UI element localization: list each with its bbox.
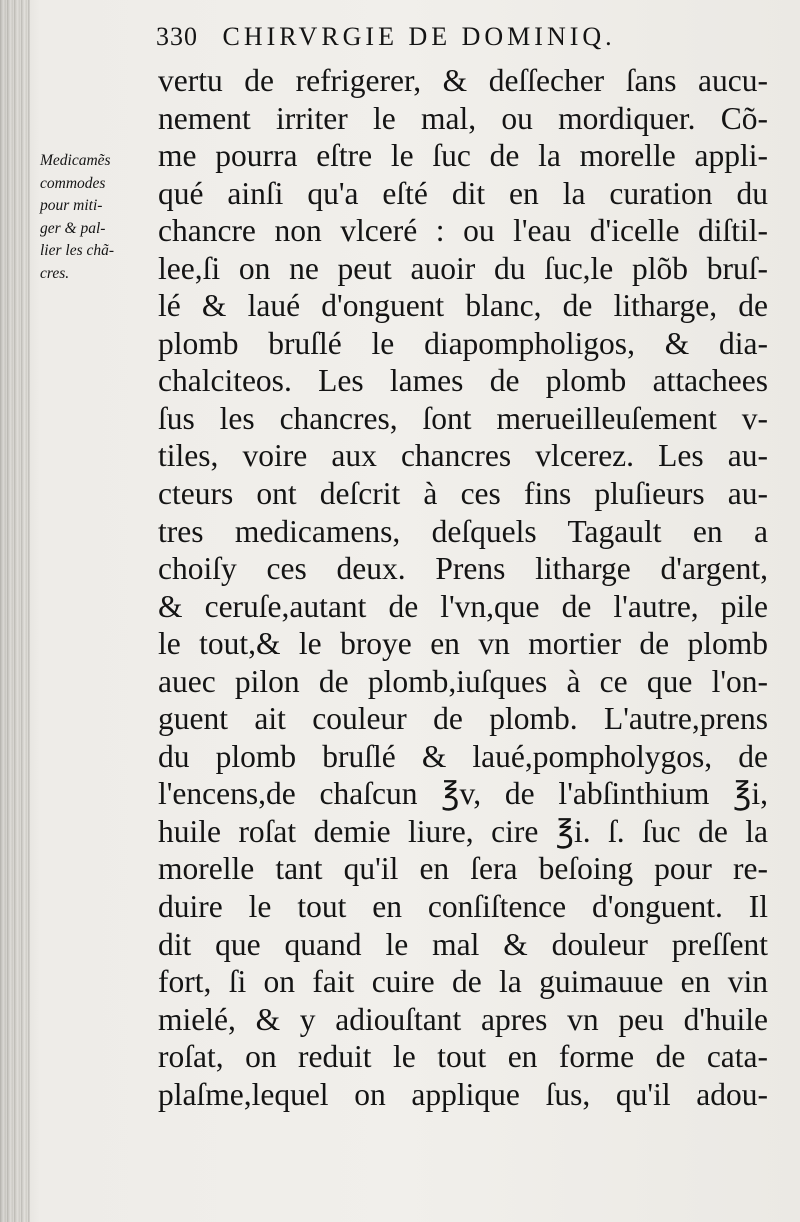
text-line: du plomb bruſlé & laué,pompholygos, de: [158, 738, 768, 774]
text-line: plaſme,lequel on applique ſus, qu'il adou-: [158, 1076, 768, 1112]
text-line: ſus les chancres, ſont merueilleuſement v-: [158, 400, 768, 436]
margin-line: Medicamẽs: [40, 152, 111, 169]
text-line: tiles, voire aux chancres vlcerez. Les au-: [158, 438, 768, 474]
text-line: nement irriter le mal, ou mordiquer. Cõ-: [158, 100, 768, 136]
text-line: huile roſat demie liure, cire ℥i. ſ. ſuc de la: [158, 813, 768, 849]
text-line: qué ainſi qu'a eſté dit en la curation du: [158, 175, 768, 211]
running-title: CHIRVRGIE DE DOMINIQ.: [222, 22, 616, 51]
text-line: & ceruſe,autant de l'vn,que de l'autre, pile: [158, 588, 768, 624]
main-text-block: [158, 62, 768, 1113]
text-line: roſat, on reduit le tout en forme de cata-: [158, 1039, 768, 1075]
page-gutter: [0, 0, 30, 1222]
margin-line: lier les chã-: [40, 242, 115, 259]
text-line: chancre non vlceré : ou l'eau d'icelle diſtil-: [158, 213, 768, 249]
text-line: l'encens,de chaſcun ℥v, de l'abſinthium ℥i,: [158, 776, 768, 812]
text-line: plomb bruſlé le diapompholigos, & dia-: [158, 325, 768, 361]
text-line: lé & laué d'onguent blanc, de litharge, de: [158, 288, 768, 324]
margin-line: ger & pal-: [40, 219, 106, 237]
text-line: chalciteos. Les lames de plomb attachees: [158, 363, 768, 399]
text-line: choiſy ces deux. Prens litharge d'argent,: [158, 551, 768, 587]
margin-line: commodes: [40, 174, 106, 192]
text-line: fort, ſi on fait cuire de la guimauue en vin: [158, 964, 768, 1000]
text-line: lee,ſi on ne peut auoir du ſuc,le plõb bruſ-: [158, 250, 768, 286]
text-line: guent ait couleur de plomb. L'autre,prens: [158, 701, 768, 737]
margin-line: pour miti-: [40, 197, 103, 214]
text-line: dit que quand le mal & douleur preſſent: [158, 926, 768, 962]
text-line: cteurs ont deſcrit à ces fins pluſieurs au-: [158, 476, 768, 512]
text-line: mielé, & y adiouſtant apres vn peu d'huile: [158, 1001, 768, 1037]
text-line: morelle tant qu'il en ſera beſoing pour re-: [158, 851, 768, 887]
margin-line: cres.: [40, 264, 70, 282]
text-line: tres medicamens, deſquels Tagault en a: [158, 513, 768, 549]
page-number: 330: [156, 22, 198, 51]
text-line: le tout,& le broye en vn mortier de plomb: [158, 626, 768, 662]
text-line: vertu de refrigerer, & deſſecher ſans aucu-: [158, 63, 768, 98]
marginal-note: [40, 150, 152, 285]
running-header: [156, 22, 776, 62]
text-line: duire le tout en conſiſtence d'onguent. Il: [158, 889, 768, 925]
text-line: me pourra eſtre le ſuc de la morelle appli-: [158, 138, 768, 174]
text-line: auec pilon de plomb,iuſques à ce que l'on-: [158, 663, 768, 699]
